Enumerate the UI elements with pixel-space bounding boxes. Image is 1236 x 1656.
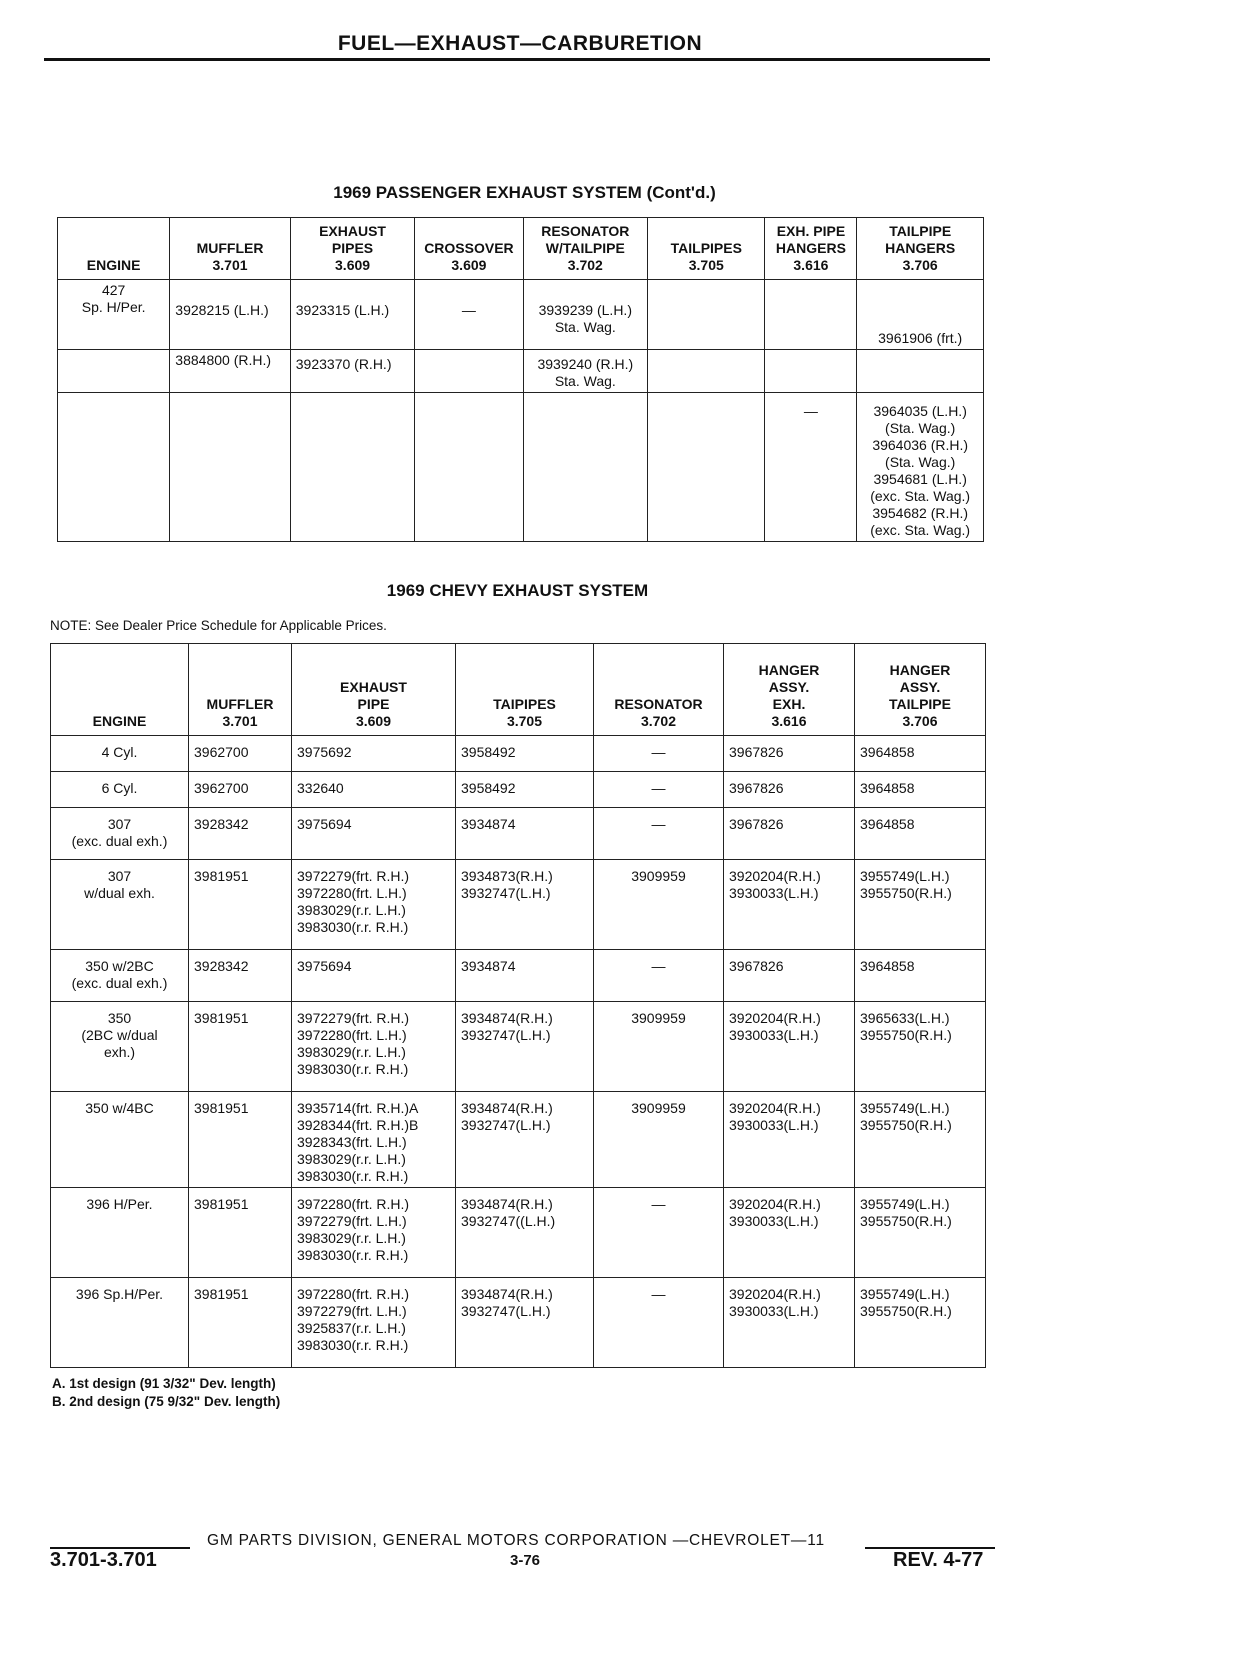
cell-hanger-exh: 3920204(R.H.) 3930033(L.H.) xyxy=(724,860,855,950)
cell-tailpipes-2 xyxy=(648,350,765,393)
passenger-section-title: 1969 PASSENGER EXHAUST SYSTEM (Cont'd.) xyxy=(333,183,716,202)
table-row xyxy=(51,1188,986,1278)
cell-hanger-exh: 3920204(R.H.) 3930033(L.H.) xyxy=(724,1002,855,1092)
cell-muffler: 3981951 xyxy=(189,1188,292,1278)
cell-muffler-3 xyxy=(170,393,290,542)
table-row xyxy=(51,950,986,1002)
cell-exhaust-pipe: 3935714(frt. R.H.)A 3928344(frt. R.H.)B 3928343(frt. L.H.) 3983029(r.r. L.H.) 3983030(r.r. R.H.) xyxy=(292,1092,456,1188)
cell-hanger-exh: 3920204(R.H.) 3930033(L.H.) xyxy=(724,1278,855,1368)
cell-engine: 350 (2BC w/dual exh.) xyxy=(51,1002,189,1092)
cell-crossover-3 xyxy=(415,393,523,542)
table-row xyxy=(51,808,986,860)
cell-resonator: 3909959 xyxy=(594,1092,724,1188)
cell-resonator-lh: 3939239 (L.H.) Sta. Wag. xyxy=(523,280,648,350)
cell-crossover-2 xyxy=(415,350,523,393)
col-header-exhaust-pipe: EXHAUST PIPE 3.609 xyxy=(292,644,456,736)
cell-exhaust-pipe: 3975694 xyxy=(292,950,456,1002)
header-rule xyxy=(44,58,990,61)
footer-section-code: 3.701-3.701 xyxy=(50,1549,157,1571)
chevy-exhaust-table xyxy=(50,643,986,1368)
cell-muffler: 3962700 xyxy=(189,736,292,772)
cell-muffler: 3981951 xyxy=(189,1092,292,1188)
cell-hanger-tailpipe: 3964858 xyxy=(855,772,986,808)
cell-tailpipes: 3934874(R.H.) 3932747(L.H.) xyxy=(456,1278,594,1368)
col-header-muffler: MUFFLER 3.701 xyxy=(189,644,292,736)
chevy-section-title: 1969 CHEVY EXHAUST SYSTEM xyxy=(386,581,649,600)
cell-hanger-exh: 3967826 xyxy=(724,736,855,772)
cell-exhaust-pipe: 3972280(frt. R.H.) 3972279(frt. L.H.) 3925837(r.r. L.H.) 3983030(r.r. R.H.) xyxy=(292,1278,456,1368)
cell-hanger-tailpipe: 3964858 xyxy=(855,950,986,1002)
col-header-engine: ENGINE xyxy=(58,218,170,280)
cell-tailpipes: 3934874(R.H.) 3932747((L.H.) xyxy=(456,1188,594,1278)
cell-engine: 4 Cyl. xyxy=(51,736,189,772)
footer-revision: REV. 4-77 xyxy=(893,1549,984,1571)
cell-resonator: — xyxy=(594,1278,724,1368)
cell-tp-hangers-frt: 3961906 (frt.) xyxy=(857,280,984,350)
col-header-resonator: RESONATOR W/TAILPIPE 3.702 xyxy=(523,218,648,280)
cell-hanger-exh: 3920204(R.H.) 3930033(L.H.) xyxy=(724,1188,855,1278)
cell-hanger-tailpipe: 3955749(L.H.) 3955750(R.H.) xyxy=(855,860,986,950)
table-row xyxy=(51,736,986,772)
table-row xyxy=(51,772,986,808)
cell-hanger-exh: 3967826 xyxy=(724,950,855,1002)
col-header-engine: ENGINE xyxy=(51,644,189,736)
cell-hanger-tailpipe: 3964858 xyxy=(855,736,986,772)
cell-hanger-tailpipe: 3955749(L.H.) 3955750(R.H.) xyxy=(855,1188,986,1278)
cell-muffler: 3962700 xyxy=(189,772,292,808)
cell-engine: 307 (exc. dual exh.) xyxy=(51,808,189,860)
cell-engine: 396 H/Per. xyxy=(51,1188,189,1278)
cell-muffler: 3928342 xyxy=(189,808,292,860)
cell-muffler-lh: 3928215 (L.H.) xyxy=(170,280,290,350)
cell-muffler: 3928342 xyxy=(189,950,292,1002)
table-row xyxy=(51,1002,986,1092)
col-header-crossover: CROSSOVER 3.609 xyxy=(415,218,523,280)
cell-resonator: — xyxy=(594,736,724,772)
cell-tailpipes-3 xyxy=(648,393,765,542)
col-header-resonator: RESONATOR 3.702 xyxy=(594,644,724,736)
cell-hanger-tailpipe: 3964858 xyxy=(855,808,986,860)
cell-pipes-3 xyxy=(290,393,415,542)
passenger-exhaust-table xyxy=(57,217,984,542)
cell-tailpipes: 3934874 xyxy=(456,808,594,860)
cell-resonator: 3909959 xyxy=(594,1002,724,1092)
cell-hanger-exh: 3920204(R.H.) 3930033(L.H.) xyxy=(724,1092,855,1188)
cell-hanger-tailpipe: 3965633(L.H.) 3955750(R.H.) xyxy=(855,1002,986,1092)
cell-resonator: — xyxy=(594,772,724,808)
cell-tailpipes: 3934874(R.H.) 3932747(L.H.) xyxy=(456,1092,594,1188)
table-row xyxy=(51,1092,986,1188)
cell-engine: 350 w/4BC xyxy=(51,1092,189,1188)
cell-engine: 307 w/dual exh. xyxy=(51,860,189,950)
cell-resonator-rh: 3939240 (R.H.) Sta. Wag. xyxy=(523,350,648,393)
footnote-b: B. 2nd design (75 9/32" Dev. length) xyxy=(52,1394,281,1409)
cell-tp-hangers-list: 3964035 (L.H.) (Sta. Wag.) 3964036 (R.H.) (Sta. Wag.) 3954681 (L.H.) (exc. Sta. Wag.) 3954682 (R.H.) (exc. Sta. Wag.) xyxy=(857,393,984,542)
cell-exhaust-pipe: 3972279(frt. R.H.) 3972280(frt. L.H.) 3983029(r.r. L.H.) 3983030(r.r. R.H.) xyxy=(292,860,456,950)
cell-hanger-tailpipe: 3955749(L.H.) 3955750(R.H.) xyxy=(855,1092,986,1188)
cell-exhaust-pipe: 3972280(frt. R.H.) 3972279(frt. L.H.) 3983029(r.r. L.H.) 3983030(r.r. R.H.) xyxy=(292,1188,456,1278)
cell-tailpipes: 3958492 xyxy=(456,736,594,772)
cell-tailpipes: 3934873(R.H.) 3932747(L.H.) xyxy=(456,860,594,950)
cell-hanger-tailpipe: 3955749(L.H.) 3955750(R.H.) xyxy=(855,1278,986,1368)
cell-pipes-lh: 3923315 (L.H.) xyxy=(290,280,415,350)
col-header-hanger-tailpipe: HANGER ASSY. TAILPIPE 3.706 xyxy=(855,644,986,736)
price-note: NOTE: See Dealer Price Schedule for Applicable Prices. xyxy=(50,618,387,633)
cell-pipes-rh: 3923370 (R.H.) xyxy=(290,350,415,393)
cell-muffler-rh: 3884800 (R.H.) xyxy=(170,350,290,393)
table-row xyxy=(51,860,986,950)
cell-tailpipes: 3934874(R.H.) 3932747(L.H.) xyxy=(456,1002,594,1092)
cell-exh-hangers-top xyxy=(765,280,857,350)
cell-engine-3 xyxy=(58,393,170,542)
cell-muffler: 3981951 xyxy=(189,1002,292,1092)
cell-hanger-exh: 3967826 xyxy=(724,772,855,808)
cell-resonator: 3909959 xyxy=(594,860,724,950)
cell-resonator: — xyxy=(594,1188,724,1278)
cell-exh-hangers-2 xyxy=(765,350,857,393)
col-header-tailpipes: TAIPIPES 3.705 xyxy=(456,644,594,736)
cell-engine-2 xyxy=(58,350,170,393)
col-header-exhaust-pipes: EXHAUST PIPES 3.609 xyxy=(290,218,415,280)
cell-engine: 6 Cyl. xyxy=(51,772,189,808)
cell-engine: 427 Sp. H/Per. xyxy=(58,280,170,350)
cell-tailpipes: 3958492 xyxy=(456,772,594,808)
col-header-exh-pipe-hangers: EXH. PIPE HANGERS 3.616 xyxy=(765,218,857,280)
cell-resonator: — xyxy=(594,808,724,860)
cell-exhaust-pipe: 3975692 xyxy=(292,736,456,772)
cell-tp-hangers-2 xyxy=(857,350,984,393)
footer-company: GM PARTS DIVISION, GENERAL MOTORS CORPORATION —CHEVROLET—11 xyxy=(207,1532,825,1549)
cell-engine: 350 w/2BC (exc. dual exh.) xyxy=(51,950,189,1002)
table-row xyxy=(51,1278,986,1368)
cell-crossover: — xyxy=(415,280,523,350)
cell-hanger-exh: 3967826 xyxy=(724,808,855,860)
col-header-muffler: MUFFLER 3.701 xyxy=(170,218,290,280)
footer-page-number: 3-76 xyxy=(510,1552,541,1569)
col-header-hanger-exh: HANGER ASSY. EXH. 3.616 xyxy=(724,644,855,736)
cell-exhaust-pipe: 3972279(frt. R.H.) 3972280(frt. L.H.) 3983029(r.r. L.H.) 3983030(r.r. R.H.) xyxy=(292,1002,456,1092)
cell-tailpipes: 3934874 xyxy=(456,950,594,1002)
cell-exhaust-pipe: 332640 xyxy=(292,772,456,808)
cell-exhaust-pipe: 3975694 xyxy=(292,808,456,860)
page-title: FUEL—EXHAUST—CARBURETION xyxy=(337,32,703,55)
cell-muffler: 3981951 xyxy=(189,860,292,950)
cell-resonator: — xyxy=(594,950,724,1002)
cell-resonator-3 xyxy=(523,393,648,542)
cell-tailpipes xyxy=(648,280,765,350)
col-header-tailpipe-hangers: TAILPIPE HANGERS 3.706 xyxy=(857,218,984,280)
cell-muffler: 3981951 xyxy=(189,1278,292,1368)
cell-exh-hangers: — xyxy=(765,393,857,542)
cell-engine: 396 Sp.H/Per. xyxy=(51,1278,189,1368)
col-header-tailpipes: TAILPIPES 3.705 xyxy=(648,218,765,280)
footnote-a: A. 1st design (91 3/32" Dev. length) xyxy=(52,1376,276,1391)
